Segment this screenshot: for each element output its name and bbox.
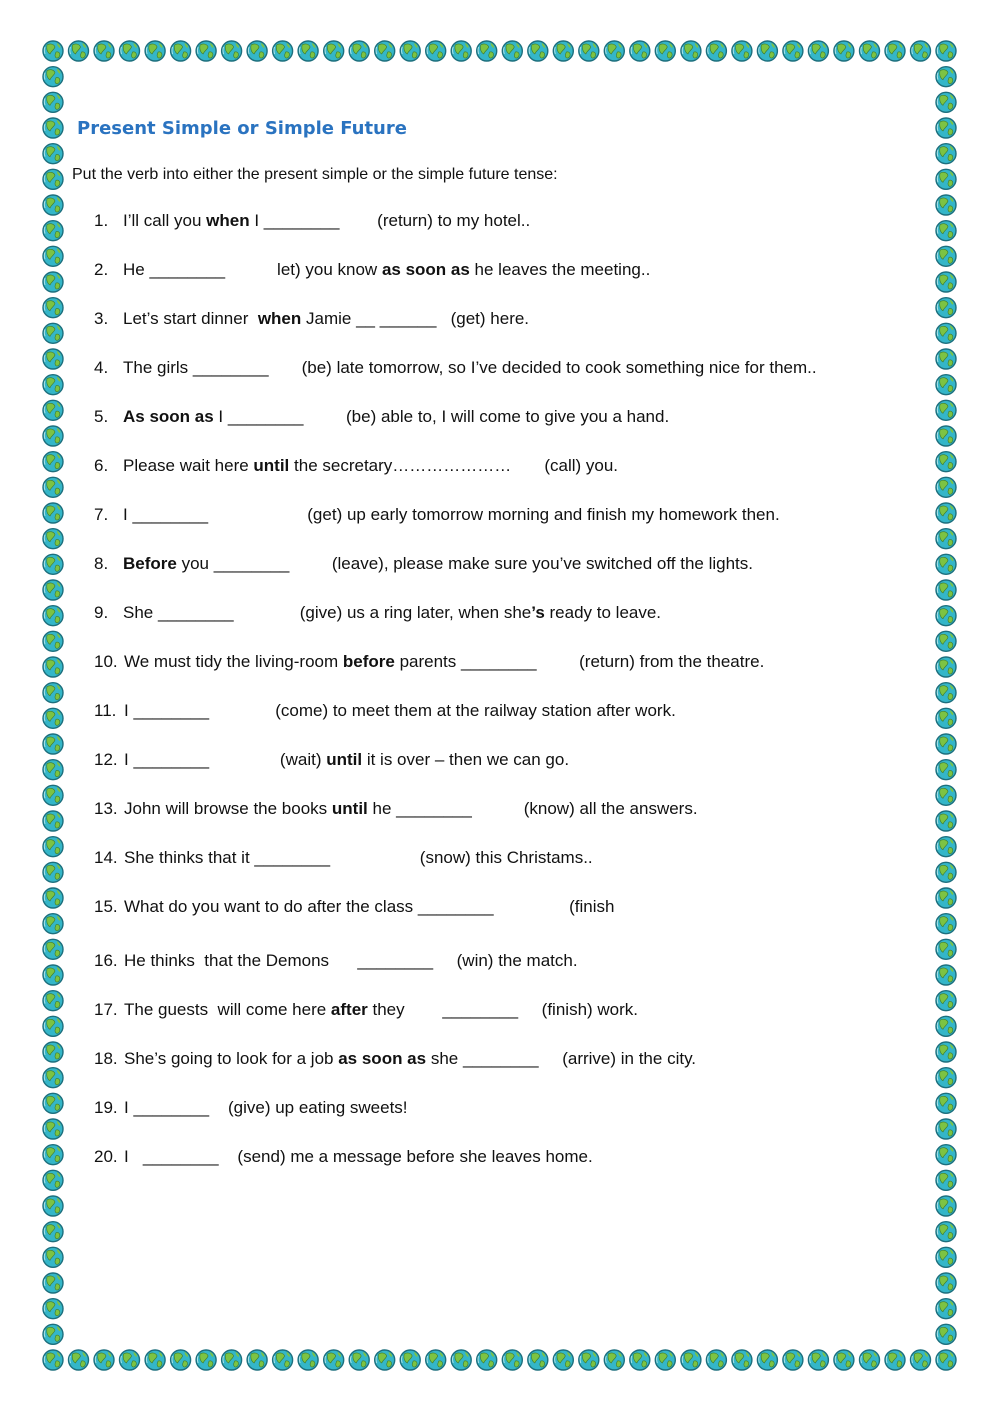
question-item — [94, 951, 578, 971]
question-keyword: until — [326, 750, 363, 769]
question-text: We must tidy the living-room — [124, 652, 343, 671]
question-number: 17. — [94, 1000, 118, 1019]
question-text: I’ll call you — [123, 211, 207, 230]
question-text: She ________ (give) us a ring later, when she — [123, 603, 532, 622]
worksheet-instruction: Put the verb into either the present simple or the simple future tense: — [72, 166, 558, 183]
question-text: I ________ (return) to my hotel.. — [249, 211, 531, 230]
question-text: he ________ (know) all the answers. — [367, 799, 698, 818]
question-number: 1. — [94, 211, 109, 230]
question-number: 2. — [94, 260, 109, 279]
question-item — [94, 407, 669, 427]
question-text: they ________ (finish) work. — [367, 1000, 639, 1019]
question-keyword: as soon as — [381, 260, 470, 279]
question-number: 16. — [94, 951, 118, 970]
question-number: 14. — [94, 848, 118, 867]
question-number: 7. — [94, 505, 109, 524]
question-keyword: as soon as — [338, 1049, 427, 1068]
question-number: 8. — [94, 554, 109, 573]
question-text: ready to leave. — [544, 603, 662, 622]
question-item — [94, 848, 593, 868]
question-item — [94, 211, 530, 231]
question-text: Let’s start dinner — [123, 309, 258, 328]
question-text: She thinks that it ________ (snow) this Christams.. — [124, 848, 593, 867]
question-keyword: before — [342, 652, 395, 671]
question-keyword: Before — [123, 554, 177, 573]
question-item — [94, 897, 614, 917]
question-text: He thinks that the Demons ________ (win) the match. — [124, 951, 578, 970]
question-number: 15. — [94, 897, 118, 916]
question-item — [94, 260, 650, 280]
question-number: 9. — [94, 603, 109, 622]
question-text: I ________ (be) able to, I will come to give you a hand. — [213, 407, 670, 426]
question-text: I ________ (wait) — [124, 750, 327, 769]
question-item — [94, 750, 569, 770]
question-text: The girls ________ (be) late tomorrow, so I’ve decided to cook something nice for them.. — [123, 358, 817, 377]
question-number: 6. — [94, 456, 109, 475]
question-text: Please wait here — [123, 456, 254, 475]
question-number: 13. — [94, 799, 118, 818]
question-text: What do you want to do after the class ________ (finish — [124, 897, 615, 916]
question-text: John will browse the books — [124, 799, 332, 818]
question-number: 19. — [94, 1098, 118, 1117]
question-item — [94, 505, 780, 525]
question-text: She’s going to look for a job — [124, 1049, 339, 1068]
question-item — [94, 358, 817, 378]
question-keyword: until — [331, 799, 368, 818]
question-text: Jamie __ ______ (get) here. — [301, 309, 530, 328]
question-number: 5. — [94, 407, 109, 426]
question-text: I ________ (send) me a message before she leaves home. — [124, 1147, 593, 1166]
question-number: 12. — [94, 750, 118, 769]
question-item — [94, 701, 676, 721]
question-text: he leaves the meeting.. — [469, 260, 651, 279]
question-number: 4. — [94, 358, 109, 377]
question-number: 18. — [94, 1049, 118, 1068]
worksheet-title: Present Simple or Simple Future — [77, 118, 407, 139]
question-text: you ________ (leave), please make sure you’ve switched off the lights. — [176, 554, 753, 573]
question-item — [94, 1000, 638, 1020]
question-item — [94, 799, 698, 819]
question-number: 10. — [94, 652, 118, 671]
question-item — [94, 1049, 696, 1069]
question-item — [94, 309, 529, 329]
question-text: it is over – then we can go. — [362, 750, 570, 769]
question-item — [94, 603, 661, 623]
question-text: He ________ let) you know — [123, 260, 382, 279]
question-item — [94, 1147, 593, 1167]
question-keyword: As soon as — [123, 407, 214, 426]
question-item — [94, 1098, 408, 1118]
question-text: I ________ (come) to meet them at the railway station after work. — [124, 701, 676, 720]
question-text: I ________ (get) up early tomorrow morning and finish my homework then. — [123, 505, 780, 524]
question-text: she ________ (arrive) in the city. — [426, 1049, 697, 1068]
question-text: The guests will come here — [124, 1000, 331, 1019]
question-number: 11. — [94, 701, 117, 720]
question-keyword: after — [330, 1000, 368, 1019]
question-keyword: when — [257, 309, 302, 328]
question-keyword: ’s — [531, 603, 545, 622]
question-keyword: when — [206, 211, 250, 230]
question-item — [94, 456, 618, 476]
question-number: 20. — [94, 1147, 118, 1166]
question-keyword: until — [253, 456, 290, 475]
question-text: parents ________ (return) from the theatre. — [394, 652, 765, 671]
question-text: the secretary………………… (call) you. — [289, 456, 619, 475]
question-item — [94, 652, 764, 672]
question-number: 3. — [94, 309, 109, 328]
question-text: I ________ (give) up eating sweets! — [124, 1098, 408, 1117]
question-item — [94, 554, 753, 574]
